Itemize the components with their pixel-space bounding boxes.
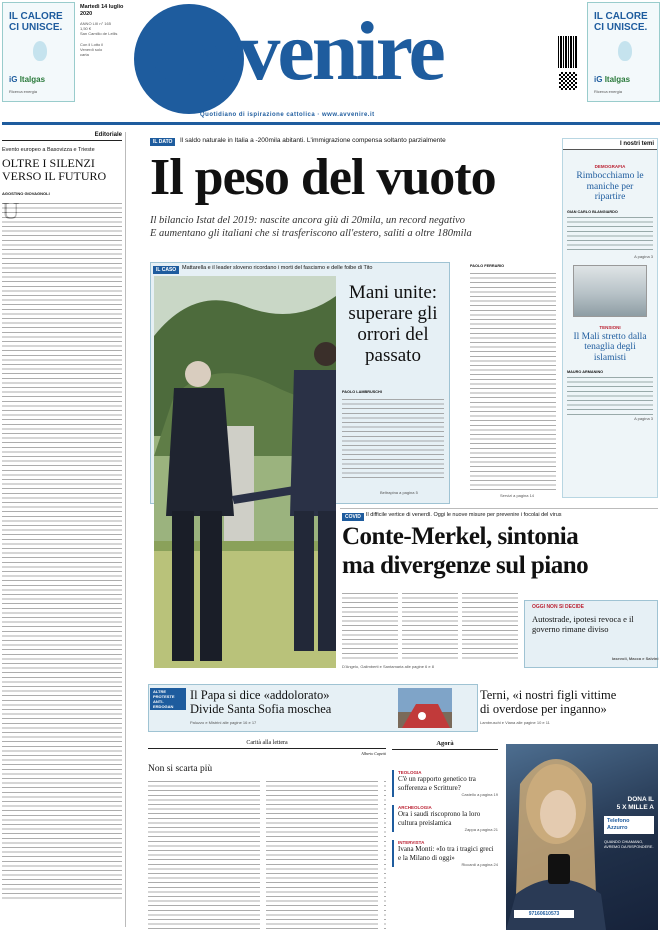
masthead-logo: Avvenire [148, 5, 443, 98]
ad-brand: iG Italgas [9, 75, 46, 84]
column-section: Carità alla lettera [148, 740, 386, 749]
ad-code: 97160610573 [514, 910, 574, 918]
masthead-rule [2, 122, 660, 125]
column-author: Alberto Capetti [361, 751, 386, 756]
temi-page: A pagina 3 [634, 253, 653, 259]
editorial-kicker: Evento europeo a Basovizza e Trieste [2, 147, 95, 153]
agora-kicker: INTERVISTA [398, 840, 425, 845]
terni-title: Terni, «i nostri figli vittime di overdose per inganno» [480, 688, 617, 716]
lead-strap: Il saldo naturale in Italia a -200mila abitanti. L'immigrazione compensa soltanto parzialmente [180, 137, 446, 144]
qr-code [559, 72, 577, 90]
temi-title: Il Mali stretto dalla tenaglia degli islamisti [573, 331, 647, 363]
saint-of-day: San Camillo de Lellis [80, 31, 118, 36]
flame-icon [618, 41, 632, 61]
temi-kicker: DEMOGRAFIA [594, 164, 626, 169]
ad-headline: IL CALORE CI UNISCE. [594, 11, 648, 33]
temi-kicker: TENSIONI [599, 324, 621, 330]
issue-number: ANNO LIII n° 165 [80, 21, 111, 26]
papa-page-ref: Paluzzo e Mistrini alle pagine 16 e 17 [190, 720, 257, 725]
photo-page-ref: Beltrapina a pagina 5 [380, 490, 418, 495]
barcode [558, 36, 578, 68]
tagline: Quotidiano di ispirazione cattolica · www.avvenire.it [200, 112, 375, 118]
ad-girl-photo [506, 744, 606, 930]
column-box [148, 740, 386, 932]
agora-kicker: ARCHEOLOGIA [398, 805, 432, 810]
ad-note: QUANDO CHIAMANO, AVREMO DA RISPONDERE. [604, 840, 654, 849]
photo-strap: Mattarella e il leader sloveno ricordano i morti del fascismo e delle foibe di Tito [182, 265, 373, 271]
agora-title: Ivana Monti: «Io tra i tragici greci e la Milano di oggi» [398, 845, 494, 862]
temi-photo [573, 265, 647, 317]
temi-author: GIAN CARLO BLANGIARDO [567, 209, 618, 214]
covid-headline: Conte-Merkel, sintonia ma divergenze sul piano [342, 523, 589, 579]
lead-byline: PAOLO FERRARIO [470, 264, 505, 268]
editorial-title: OLTRE I SILENZI VERSO IL FUTURO [2, 156, 107, 183]
ad-headline: IL CALORE CI UNISCE. [9, 11, 63, 33]
agora-page: Castello a pagina 19 [461, 792, 498, 797]
editorial-body [2, 202, 122, 902]
agora-label: Agorà [392, 740, 498, 750]
agora-page: Riccardi a pagina 24 [461, 862, 498, 867]
temi-title: Rimbocchiamo le maniche per ripartire [576, 171, 644, 202]
agora-title: Ora i saudi riscoprono la loro cultura preislamica [398, 810, 481, 827]
photo-story-title: Mani unite: superare gli orrori del passato [348, 282, 438, 366]
telefono-azzurro-ad[interactable] [506, 744, 658, 930]
temi-page: A pagina 3 [634, 416, 653, 421]
papa-title: Il Papa si dice «addolorato» Divide Santa Sofia moschea [190, 688, 332, 716]
edition-note: Con il Lotto il Venerdì solo carta [80, 42, 104, 57]
lead-tag: IL DATO [150, 138, 175, 146]
photo-tag: IL CASO [153, 266, 179, 274]
agora-title: C'è un rapporto genetico tra sofferenza e Scritture? [398, 775, 476, 792]
ad-brand-sub: Ricerca energia [594, 89, 623, 94]
divider [340, 508, 658, 509]
top-left-ad[interactable] [2, 2, 75, 102]
papa-tag: ALTRE PROTESTE ANTI-ERDOGAN [150, 688, 186, 710]
terni-page-ref: Lambruschi e Viana alle pagine 10 e 11 [480, 720, 550, 725]
oggi-kicker: OGGI NON SI DECIDE [532, 604, 584, 610]
column-title: Non si scarta più [148, 764, 213, 774]
lead-body [470, 272, 556, 490]
covid-strap: Il difficile vertice di venerdì. Oggi le nuove misure per prevenire i focolai del virus [366, 512, 562, 518]
photo-byline: PAOLO LAMBRUSCHI [342, 390, 382, 394]
nostri-temi-column [562, 138, 658, 498]
agora-box [392, 740, 498, 932]
santa-sofia-photo [398, 688, 452, 728]
date: Martedì 14 luglio 2020 [80, 4, 124, 17]
temi-author: MAURO ARMANINO [567, 370, 604, 374]
agora-page: Zappa a pagina 21 [464, 827, 498, 832]
ad-brand-sub: Ricerca energia [9, 89, 38, 94]
agora-kicker: TEOLOGIA [398, 770, 422, 775]
ad-brand: iG Italgas [594, 75, 631, 84]
covid-tag: COVID [342, 513, 364, 521]
top-right-ad[interactable] [587, 2, 660, 102]
lead-subhead: Il bilancio Istat del 2019: nascite ancora giù di 20mila, un record negativo E aumentano gli italiani che si trasferiscono all'estero, saliti a oltre 180mila [150, 215, 472, 239]
oggi-title: Autostrade, ipotesi revoca e il governo rimane diviso [532, 614, 634, 634]
nostri-temi-label: I nostri temi [563, 139, 657, 150]
column-rule [125, 132, 126, 927]
covid-body [342, 592, 518, 662]
ad-brand-box: Telefono Azzurro [604, 816, 654, 834]
covid-page-ref: D'Angelo, Galimberti e Santamaria alle pagine 6 e 8 [342, 664, 434, 669]
ad-dona-text: DONA IL 5 X MILLE A [616, 796, 654, 811]
photo-leaders [154, 276, 336, 668]
masthead-date-block [80, 4, 136, 57]
lead-page-ref: Servizi a pagina 14 [500, 493, 535, 498]
editorial-author: AGOSTINO GIOVAGNOLI [2, 191, 50, 196]
photo-body [342, 398, 444, 482]
price: 1,50 € [80, 26, 92, 31]
oggi-page-ref: Iasevoli, Macca e Salvini [612, 656, 659, 661]
editorial-column [2, 132, 122, 932]
flame-icon [33, 41, 47, 61]
editorial-section-label: Editoriale [2, 132, 122, 141]
lead-headline: Il peso del vuoto [150, 149, 496, 206]
